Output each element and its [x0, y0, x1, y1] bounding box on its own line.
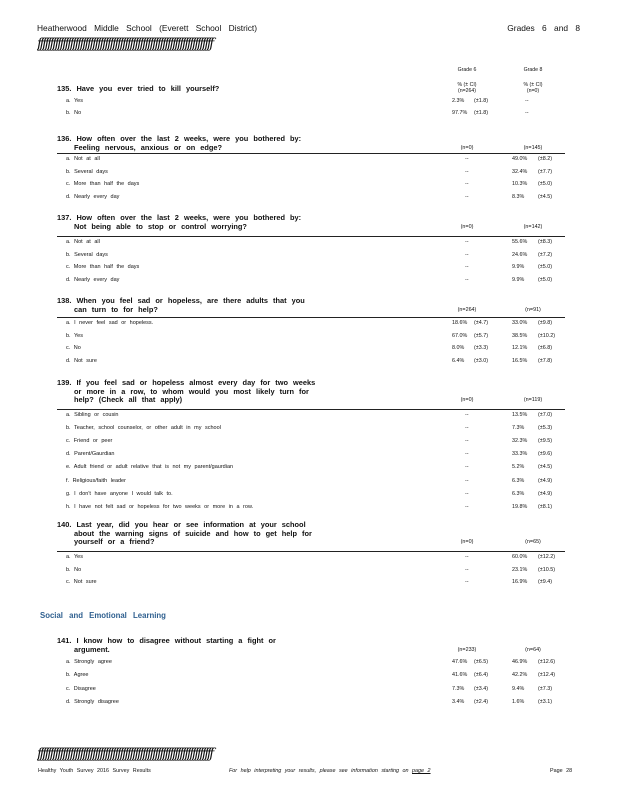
option-label: c. More than half the days	[66, 264, 140, 270]
grade8-ci: (±7.3)	[538, 685, 553, 692]
grade8-value: 33.3%	[512, 451, 528, 458]
grade6-value: 6.4%	[452, 357, 465, 364]
grade8-ci: (±7.2)	[538, 251, 553, 258]
question-137-rule	[57, 236, 565, 237]
option-label: b. Several days	[66, 168, 108, 175]
grade8-value: 13.5%	[512, 412, 528, 418]
grade6-ci: (±3.0)	[474, 357, 489, 364]
page-number: Page 28	[550, 768, 573, 774]
grades-label: Grades 6 and 8	[507, 23, 580, 33]
option-label: a. Yes	[66, 554, 83, 560]
grade8-value: 46.9%	[512, 659, 528, 665]
question-137-n8: (n=142)	[523, 223, 543, 230]
question-140-n8: (n=65)	[525, 539, 541, 546]
grade6-value: 97.7%	[452, 110, 468, 116]
footer-left: Healthy Youth Survey 2016 Survey Results	[38, 768, 151, 774]
question-138-n8: (n=91)	[525, 306, 541, 313]
grade6-header: Grade 6	[457, 67, 477, 73]
grade6-ci: (±2.4)	[474, 699, 489, 706]
option-label: a. Strongly agree	[66, 659, 112, 665]
grade6-value: --	[465, 156, 469, 162]
question-138-rule	[57, 317, 565, 318]
grade8-ci: (±5.0)	[538, 181, 553, 187]
option-label: a. I never feel sad or hopeless.	[66, 320, 154, 326]
option-label: b. Yes	[66, 332, 83, 339]
grade8-value: 33.0%	[512, 320, 528, 326]
grade8-ci: (±7.7)	[538, 168, 553, 175]
page-2-link[interactable]: page 2	[412, 768, 431, 774]
grade8-value: --	[525, 110, 529, 116]
section-title: Social and Emotional Learning	[40, 611, 166, 620]
grade8-value: 24.6%	[512, 251, 528, 258]
footer-help-prefix: For help interpreting your results, please see information starting on	[229, 768, 409, 774]
grade6-pct-label: % (± CI)	[457, 82, 477, 88]
grade6-value: 2.3%	[452, 98, 465, 104]
question-136-n6: (n=0)	[460, 144, 474, 151]
grade6-value: 8.0%	[452, 345, 465, 351]
grade8-value: 10.3%	[512, 181, 528, 187]
grade6-ci: (±1.8)	[474, 98, 489, 104]
grade8-ci: (±5.0)	[538, 264, 553, 270]
grade8-ci: (±4.9)	[538, 490, 553, 497]
grade6-value: --	[465, 425, 469, 432]
grade8-value: --	[525, 98, 529, 104]
grade8-ci: (±8.2)	[538, 156, 553, 162]
grade6-value: 7.3%	[452, 685, 465, 692]
grade6-value: 47.6%	[452, 659, 468, 665]
grade6-value: --	[465, 251, 469, 258]
grade6-ci: (±5.7)	[474, 332, 489, 339]
grade8-header: Grade 8	[523, 67, 543, 73]
grade8-ci: (±5.3)	[538, 425, 553, 432]
grade6-ci: (±6.4)	[474, 672, 489, 679]
grade6-value: --	[465, 464, 469, 471]
question-140-text-line: yourself or a friend?	[74, 537, 155, 547]
question-141-text-line: argument.	[74, 644, 110, 654]
grade8-ci: (±8.1)	[538, 503, 553, 510]
question-139-rule	[57, 409, 565, 410]
grade8-value: 23.1%	[512, 566, 528, 573]
grade8-value: 12.1%	[512, 345, 528, 351]
question-140-text-line: 140. Last year, did you hear or see information at your school	[57, 520, 306, 529]
option-label: g. I don't have anyone I would talk to.	[66, 490, 173, 497]
grade6-value: --	[465, 503, 469, 510]
grade8-ci: (±4.9)	[538, 477, 553, 484]
grade8-value: 42.2%	[512, 672, 528, 679]
grade8-ci: (±12.6)	[538, 659, 556, 665]
question-141-n6: (n=233)	[457, 646, 477, 653]
grade8-value: 9.4%	[512, 685, 525, 692]
question-135-text-line: 135. Have you ever tried to kill yourself?	[57, 84, 220, 93]
grade8-ci: (±3.1)	[538, 699, 553, 706]
grade6-value: --	[465, 438, 469, 445]
grade8-value: 38.5%	[512, 332, 528, 339]
question-138-text-line: 138. When you feel sad or hopeless, are there adults that you	[57, 296, 305, 305]
option-label: h. I have not felt sad or hopeless for two weeks or more in a row.	[66, 503, 254, 510]
grade6-value: --	[465, 276, 469, 283]
grade6-value: --	[465, 579, 469, 585]
grade6-value: --	[465, 451, 469, 458]
question-139-n8: (n=119)	[523, 397, 543, 404]
grade8-ci: (±9.8)	[538, 320, 553, 326]
option-label: d. Strongly disagree	[66, 699, 119, 706]
question-141-text-line: 141. I know how to disagree without starting a fight or	[57, 636, 276, 645]
grade8-ci: (±4.5)	[538, 193, 553, 200]
option-label: d. Nearly every day	[66, 193, 120, 200]
question-140-rule	[57, 551, 565, 552]
grade6-value: 41.6%	[452, 672, 468, 679]
grade8-ci: (±10.2)	[538, 332, 556, 339]
option-label: a. Not at all	[66, 156, 100, 162]
grade6-value: 18.6%	[452, 320, 468, 326]
grade8-ci: (±12.4)	[538, 672, 556, 679]
grade6-value: --	[465, 168, 469, 175]
grade6-value: --	[465, 264, 469, 270]
grade8-value: 1.6%	[512, 699, 525, 706]
question-140-n6: (n=0)	[460, 539, 474, 546]
question-137-n6: (n=0)	[460, 223, 474, 230]
grade8-ci: (±5.0)	[538, 276, 553, 283]
option-label: c. Friend or peer	[66, 438, 113, 445]
question-139-n6: (n=0)	[460, 397, 474, 404]
grade8-ci: (±9.6)	[538, 451, 553, 458]
question-139-text-line: or more in a row, to whom would you most likely turn for	[74, 386, 309, 396]
grade8-value: 19.8%	[512, 503, 528, 510]
question-139-text-line: help? (Check all that apply)	[74, 395, 183, 405]
question-137-text-line: 137. How often over the last 2 weeks, were you bothered by:	[57, 213, 302, 222]
question-138-text-line: can turn to for help?	[74, 304, 158, 314]
grade8-ci: (±4.5)	[538, 464, 553, 471]
option-label: c. More than half the days	[66, 181, 140, 187]
grade8-value: 6.3%	[512, 490, 525, 497]
grade8-value: 8.3%	[512, 193, 525, 200]
grade6-value: --	[465, 239, 469, 245]
grade6-ci: (±4.7)	[474, 320, 489, 326]
option-label: b. Agree	[66, 672, 89, 679]
grade6-value: --	[465, 554, 469, 560]
grade8-ci: (±9.4)	[538, 579, 553, 585]
grade6-ci: (±3.3)	[474, 345, 489, 351]
grade8-pct-label: % (± CI)	[523, 82, 543, 88]
grade8-value: 32.4%	[512, 168, 528, 175]
grade6-value: --	[465, 181, 469, 187]
grade6-ci: (±6.5)	[474, 659, 489, 665]
grade8-value: 49.0%	[512, 156, 528, 162]
option-label: b. No	[66, 110, 82, 116]
grade6-value: --	[465, 193, 469, 200]
question-140-text-line: about the warning signs of suicide and how to get help for	[74, 528, 312, 538]
option-label: b. Teacher, school counselor, or other adult in my school	[66, 425, 221, 432]
grade8-value: 7.3%	[512, 425, 525, 432]
question-136-text-line: Feeling nervous, anxious or on edge?	[74, 142, 223, 152]
grade8-ci: (±10.5)	[538, 566, 556, 573]
grade8-value: 16.9%	[512, 579, 528, 585]
question-139-text-line: 139. If you feel sad or hopeless almost every day for two weeks	[57, 378, 316, 387]
grade8-ci: (±12.2)	[538, 554, 556, 560]
option-label: e. Adult friend or adult relative that is not my parent/gaurdian	[66, 464, 234, 471]
question-138-n6: (n=264)	[457, 306, 477, 313]
question-141-n8: (n=64)	[525, 646, 541, 653]
grade8-value: 16.5%	[512, 357, 528, 364]
grade6-value: 67.0%	[452, 332, 468, 339]
grade6-value: 3.4%	[452, 699, 465, 706]
option-label: a. Sibling or cousin	[66, 412, 119, 418]
grade8-ci: (±6.8)	[538, 345, 553, 351]
grade8-value: 32.3%	[512, 438, 528, 445]
option-label: c. No	[66, 345, 81, 351]
option-label: d. Nearly every day	[66, 276, 120, 283]
grade8-value: 5.2%	[512, 464, 525, 471]
grade6-n: (n=264)	[457, 88, 477, 94]
grade8-ci: (±9.5)	[538, 438, 553, 445]
option-label: d. Parent/Gaurdian	[66, 451, 115, 458]
question-136-text-line: 136. How often over the last 2 weeks, were you bothered by:	[57, 134, 302, 143]
grade8-value: 9.9%	[512, 264, 525, 270]
grade6-value: --	[465, 490, 469, 497]
option-label: c. Disagree	[66, 685, 96, 692]
grade6-value: --	[465, 477, 469, 484]
grade8-ci: (±7.8)	[538, 357, 553, 364]
option-label: a. Not at all	[66, 239, 100, 245]
grade6-ci: (±3.4)	[474, 685, 489, 692]
option-label: b. No	[66, 566, 82, 573]
grade6-value: --	[465, 566, 469, 573]
footer-help-text	[229, 768, 431, 774]
grade8-n: (n=0)	[526, 88, 540, 94]
option-label: b. Several days	[66, 251, 108, 258]
header-decoration: ƒƒƒƒƒƒƒƒƒƒƒƒƒƒƒƒƒƒƒƒƒƒƒƒƒƒƒƒƒƒƒƒƒƒƒƒƒƒƒƒƒƒƒƒƒƒƒƒƒƒƒƒƒƒƒƒƒƒƒƒƒƒƒƒƒƒƒƒƒƒ	[37, 36, 212, 52]
option-label: a. Yes	[66, 98, 83, 104]
grade8-value: 9.9%	[512, 276, 525, 283]
grade6-value: --	[465, 412, 469, 418]
footer-decoration: ƒƒƒƒƒƒƒƒƒƒƒƒƒƒƒƒƒƒƒƒƒƒƒƒƒƒƒƒƒƒƒƒƒƒƒƒƒƒƒƒƒƒƒƒƒƒƒƒƒƒƒƒƒƒƒƒƒƒƒƒƒƒƒƒƒƒƒƒƒƒ	[37, 746, 212, 762]
grade6-ci: (±1.8)	[474, 110, 489, 116]
question-136-rule	[57, 153, 565, 154]
question-137-text-line: Not being able to stop or control worrying?	[74, 221, 247, 231]
grade8-ci: (±8.3)	[538, 239, 553, 245]
option-label: c. Not sure	[66, 579, 97, 585]
grade8-value: 55.6%	[512, 239, 528, 245]
grade8-ci: (±7.0)	[538, 412, 553, 418]
question-136-n8: (n=145)	[523, 144, 543, 151]
option-label: d. Not sure	[66, 357, 97, 364]
option-label: f. Religious/faith leader	[66, 477, 126, 484]
school-name: Heatherwood Middle School (Everett School District)	[37, 23, 258, 33]
grade8-value: 60.0%	[512, 554, 528, 560]
grade8-value: 6.3%	[512, 477, 525, 484]
